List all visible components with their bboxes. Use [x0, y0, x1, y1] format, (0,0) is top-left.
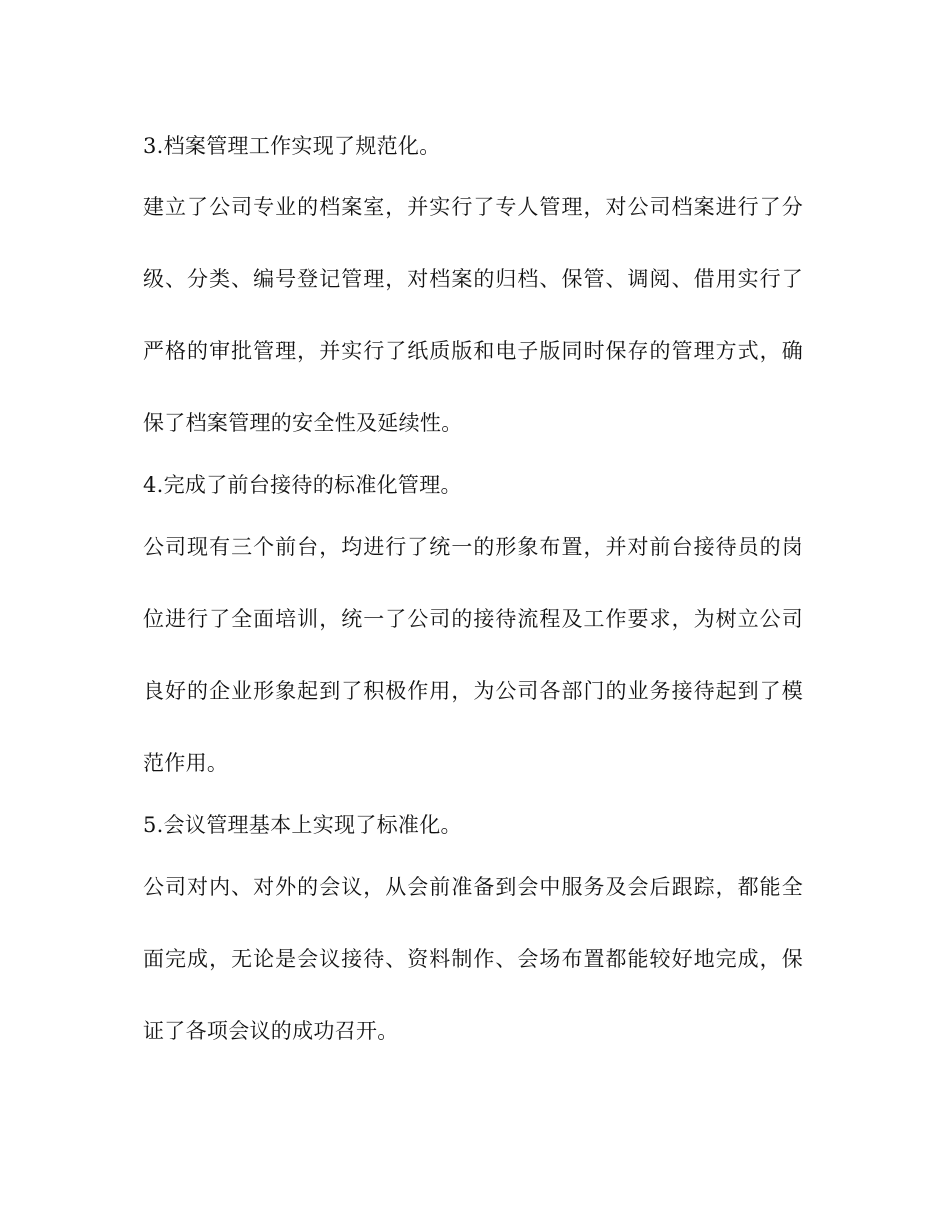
paragraph-line: 建立了公司专业的档案室，并实行了专人管理，对公司档案进行了分: [143, 195, 803, 219]
paragraph-line: 级、分类、编号登记管理，对档案的归档、保管、调阅、借用实行了: [143, 267, 803, 291]
paragraph-line: 位进行了全面培训，统一了公司的接待流程及工作要求，为树立公司: [143, 607, 803, 631]
paragraph-line: 公司现有三个前台，均进行了统一的形象布置，并对前台接待员的岗: [143, 535, 803, 559]
paragraph-line: 良好的企业形象起到了积极作用，为公司各部门的业务接待起到了模: [143, 679, 803, 703]
paragraph-line: 公司对内、对外的会议，从会前准备到会中服务及会后跟踪，都能全: [143, 875, 803, 899]
paragraph-line: 证了各项会议的成功召开。: [143, 1019, 399, 1043]
section-heading: 5.会议管理基本上实现了标准化。: [143, 813, 462, 837]
paragraph-line: 范作用。: [143, 751, 229, 775]
paragraph-line: 严格的审批管理，并实行了纸质版和电子版同时保存的管理方式，确: [143, 339, 803, 363]
paragraph-line: 面完成，无论是会议接待、资料制作、会场布置都能较好地完成，保: [143, 947, 803, 971]
section-heading: 4.完成了前台接待的标准化管理。: [143, 473, 462, 497]
section-heading: 3.档案管理工作实现了规范化。: [143, 134, 441, 158]
paragraph-line: 保了档案管理的安全性及延续性。: [143, 411, 463, 435]
